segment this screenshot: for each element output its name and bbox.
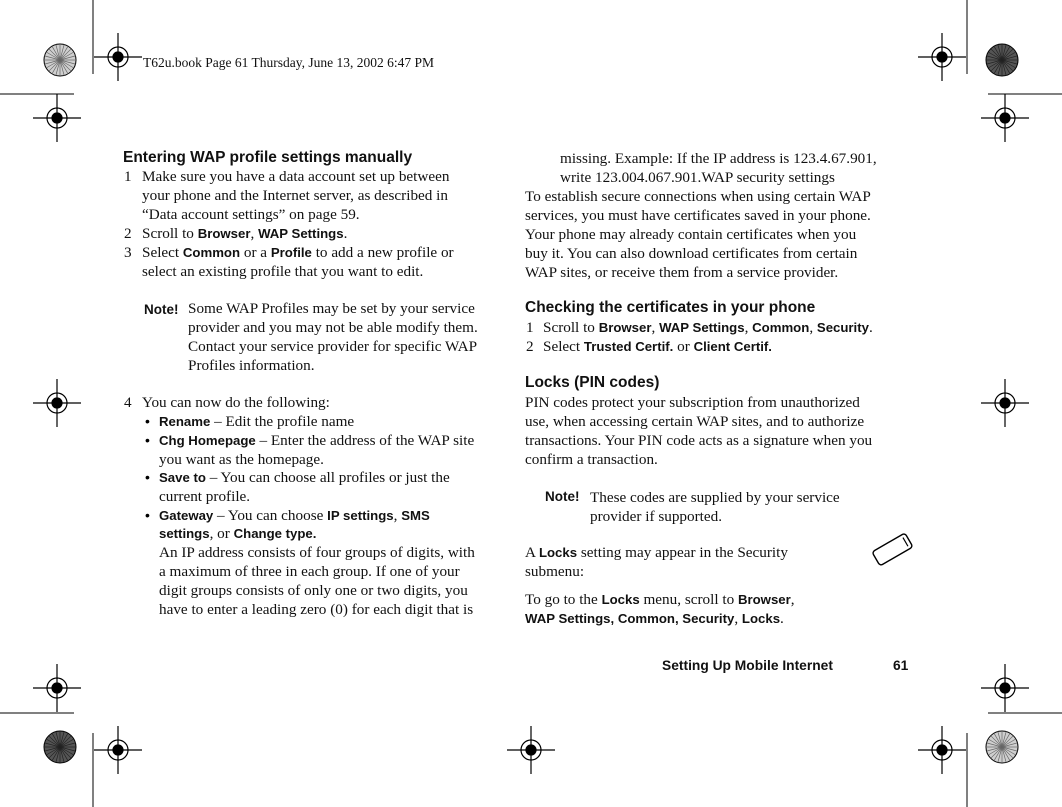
goto-line-2: WAP Settings, Common, Security, Locks. (525, 610, 784, 627)
bullet-save-to: Save to – You can choose all profiles or just the (159, 469, 450, 486)
registration-target (94, 726, 142, 774)
section-heading: Checking the certificates in your phone (525, 299, 816, 316)
gateway-line-2: settings, or Change type. (159, 525, 317, 542)
note-label: Note! (144, 302, 179, 317)
text-line: To establish secure connections when using certain WAP (525, 188, 871, 205)
registration-target (507, 726, 555, 774)
step-number: 2 (526, 338, 534, 355)
goto-line: To go to the Locks menu, scroll to Browser, (525, 591, 795, 608)
running-footer-title: Setting Up Mobile Internet (662, 658, 833, 673)
note-text: These codes are supplied by your service (590, 489, 840, 506)
bullet-dot: • (145, 432, 150, 448)
bullet-dot: • (145, 469, 150, 485)
text-line: buy it. You can also download certificates from certain (525, 245, 858, 262)
step-3-line: Select Common or a Profile to add a new profile or (142, 244, 454, 261)
step-number: 1 (526, 319, 534, 336)
text-line: confirm a transaction. (525, 451, 658, 468)
section-heading: Locks (PIN codes) (525, 374, 660, 391)
text-line: use, when accessing certain WAP sites, and to authorize (525, 413, 865, 430)
phone-menu-icon (872, 533, 913, 566)
bullet-rename: Rename – Edit the profile name (159, 413, 355, 430)
section-heading: Entering WAP profile settings manually (123, 149, 413, 166)
text-line: “Data account settings” on page 59. (142, 206, 360, 223)
cert-step-1: Scroll to Browser, WAP Settings, Common, Security. (543, 319, 873, 336)
starburst-mark (44, 44, 76, 76)
step-2-line: Scroll to Browser, WAP Settings. (142, 225, 348, 242)
registration-target (981, 379, 1029, 427)
note-text: Some WAP Profiles may be set by your service (188, 300, 475, 317)
step-number: 3 (124, 244, 132, 261)
locks-line: A Locks setting may appear in the Security (525, 544, 788, 561)
book-header-line: T62u.book Page 61 Thursday, June 13, 2002 6:47 PM (143, 55, 434, 70)
text-line: have to enter a leading zero (0) for each digit that is (159, 601, 474, 618)
registration-target (918, 726, 966, 774)
note-text: provider and you may not be able modify them. (188, 319, 478, 336)
note-text: Contact your service provider for specific WAP (188, 338, 478, 355)
step-number: 1 (124, 168, 132, 185)
registration-target (33, 664, 81, 712)
note-text: Profiles information. (188, 357, 315, 374)
starburst-mark (986, 44, 1018, 76)
step-number: 2 (124, 225, 132, 242)
registration-target (33, 379, 81, 427)
starburst-mark (986, 731, 1018, 763)
bullet-dot: • (145, 413, 150, 429)
text-line: You can now do the following: (142, 394, 330, 411)
bullet-gateway: Gateway – You can choose IP settings, SMS (159, 507, 430, 524)
text-line: Make sure you have a data account set up between (142, 168, 450, 185)
text-line: current profile. (159, 488, 251, 505)
bullet-dot: • (145, 507, 150, 523)
registration-target (981, 664, 1029, 712)
text-line: services, you must have certificates saved in your phone. (525, 207, 871, 224)
text-line: your phone and the Internet server, as described in (142, 187, 448, 204)
bullet-chg-homepage: Chg Homepage – Enter the address of the WAP site (159, 432, 475, 449)
text-line: you want as the homepage. (159, 451, 324, 468)
text-line: write 123.004.067.901.WAP security settings (560, 169, 835, 186)
text-line: PIN codes protect your subscription from unauthorized (525, 394, 860, 411)
text-line: missing. Example: If the IP address is 123.4.67.901, (560, 150, 877, 167)
registration-target (918, 33, 966, 81)
registration-target (33, 94, 81, 142)
starburst-mark (44, 731, 76, 763)
text-line: WAP sites, or receive them from a service provider. (525, 264, 839, 281)
text-line: An IP address consists of four groups of digits, with (159, 544, 475, 561)
text-line: submenu: (525, 563, 585, 580)
note-text: provider if supported. (590, 508, 723, 525)
text-line: Your phone may already contain certificates when you (525, 226, 857, 243)
text-line: select an existing profile that you want to edit. (142, 263, 424, 280)
text-line: transactions. Your PIN code acts as a signature when you (525, 432, 873, 449)
text-line: a maximum of three in each group. If one of your (159, 563, 460, 580)
page-number: 61 (893, 658, 909, 673)
text-line: digit groups consists of only one or two digits, you (159, 582, 468, 599)
registration-target (94, 33, 142, 81)
step-number: 4 (124, 394, 132, 411)
note-label: Note! (545, 489, 580, 504)
cert-step-2: Select Trusted Certif. or Client Certif. (543, 338, 772, 355)
registration-target (981, 94, 1029, 142)
